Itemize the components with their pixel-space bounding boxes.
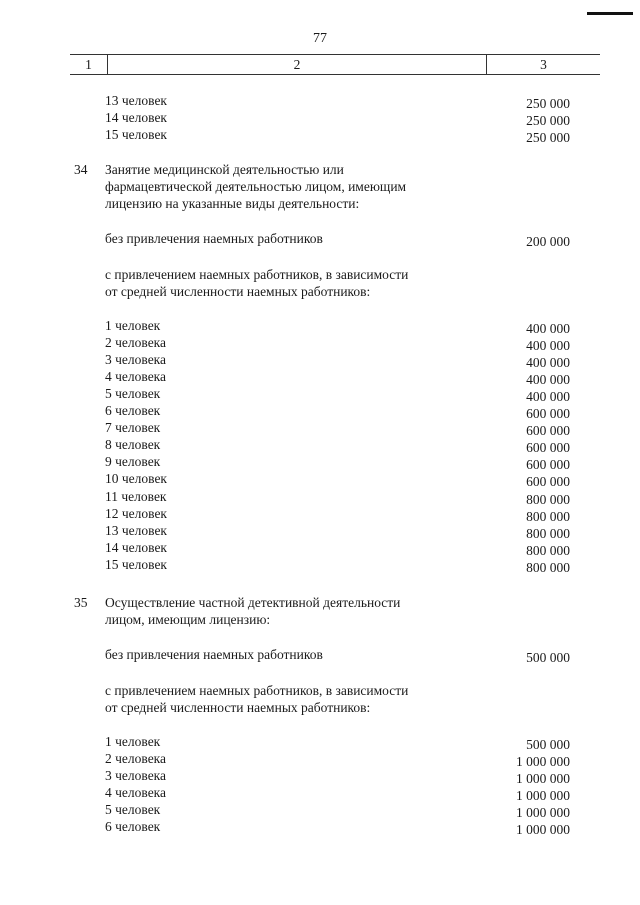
table-row <box>0 556 640 573</box>
section-35-title-line <box>0 611 640 628</box>
row-value: 1 000 000 <box>516 822 570 837</box>
row-label: 15 человек <box>105 557 167 572</box>
row-label: 14 человек <box>105 110 167 125</box>
section-title: Осуществление частной детективной деятельности <box>105 595 401 610</box>
table-row <box>0 733 640 750</box>
table-row <box>0 488 640 505</box>
table-row <box>0 385 640 402</box>
row-label: 5 человек <box>105 802 161 817</box>
section-34-subtitle-line <box>0 266 640 283</box>
table-row <box>0 436 640 453</box>
page-number: 77 <box>313 31 327 46</box>
row-value: 400 000 <box>526 321 570 336</box>
row-value: 800 000 <box>526 560 570 575</box>
table-row <box>0 539 640 556</box>
section-title: Занятие медицинской деятельностью или <box>105 162 344 177</box>
row-label: без привлечения наемных работников <box>105 231 323 246</box>
section-title: лицом, имеющим лицензию: <box>105 612 271 627</box>
table-column-header <box>70 54 600 75</box>
table-row <box>0 230 640 247</box>
row-label: 9 человек <box>105 454 161 469</box>
row-value: 500 000 <box>526 650 570 665</box>
row-label: 4 человека <box>105 785 167 800</box>
row-value: 1 000 000 <box>516 805 570 820</box>
table-row <box>0 109 640 126</box>
row-value: 400 000 <box>526 338 570 353</box>
row-value: 250 000 <box>526 130 570 145</box>
table-row <box>0 522 640 539</box>
row-value: 250 000 <box>526 96 570 111</box>
table-row <box>0 801 640 818</box>
row-label: 2 человека <box>105 335 167 350</box>
table-row <box>0 334 640 351</box>
row-value: 1 000 000 <box>516 754 570 769</box>
corner-mark <box>587 12 633 15</box>
row-label: 1 человек <box>105 734 161 749</box>
table-row <box>0 317 640 334</box>
row-label: 13 человек <box>105 523 167 538</box>
row-value: 1 000 000 <box>516 788 570 803</box>
section-35-title-line <box>0 594 640 611</box>
row-value: 600 000 <box>526 423 570 438</box>
row-value: 250 000 <box>526 113 570 128</box>
table-row <box>0 470 640 487</box>
column-header-2: 2 <box>293 57 301 72</box>
column-header-3: 3 <box>540 57 547 72</box>
table-row <box>0 505 640 522</box>
row-label: 15 человек <box>105 127 167 142</box>
section-number: 35 <box>74 595 88 610</box>
row-label: 13 человек <box>105 93 167 108</box>
row-value: 400 000 <box>526 389 570 404</box>
row-value: 800 000 <box>526 492 570 507</box>
table-row <box>0 818 640 835</box>
table-row <box>0 419 640 436</box>
section-35-subtitle-line <box>0 682 640 699</box>
section-34-subtitle-line <box>0 283 640 300</box>
row-value: 200 000 <box>526 234 570 249</box>
table-row <box>0 92 640 109</box>
row-label: 3 человека <box>105 768 167 783</box>
section-34-title-line <box>0 161 640 178</box>
row-label: 7 человек <box>105 420 161 435</box>
row-value: 600 000 <box>526 406 570 421</box>
row-label: без привлечения наемных работников <box>105 647 323 662</box>
row-label: 1 человек <box>105 318 161 333</box>
subtitle-text: от средней численности наемных работников: <box>105 700 371 715</box>
section-34-title-line <box>0 195 640 212</box>
section-35-subtitle-line <box>0 699 640 716</box>
row-value: 800 000 <box>526 509 570 524</box>
row-value: 800 000 <box>526 526 570 541</box>
row-label: 4 человека <box>105 369 167 384</box>
row-label: 14 человек <box>105 540 167 555</box>
section-title: лицензию на указанные виды деятельности: <box>105 196 360 211</box>
subtitle-text: с привлечением наемных работников, в зависимости <box>105 267 409 282</box>
row-label: 11 человек <box>105 489 167 504</box>
row-value: 1 000 000 <box>516 771 570 786</box>
table-row <box>0 351 640 368</box>
row-label: 6 человек <box>105 403 161 418</box>
row-value: 600 000 <box>526 474 570 489</box>
table-row <box>0 402 640 419</box>
table-row <box>0 453 640 470</box>
row-label: 6 человек <box>105 819 161 834</box>
row-label: 5 человек <box>105 386 161 401</box>
table-row <box>0 784 640 801</box>
column-header-1: 1 <box>85 57 92 72</box>
section-title: фармацевтической деятельностью лицом, имеющим <box>105 179 407 194</box>
subtitle-text: от средней численности наемных работников: <box>105 284 371 299</box>
row-label: 10 человек <box>105 471 167 486</box>
table-row <box>0 767 640 784</box>
row-label: 3 человека <box>105 352 167 367</box>
section-34-title-line <box>0 178 640 195</box>
table-row <box>0 368 640 385</box>
row-value: 600 000 <box>526 440 570 455</box>
row-value: 800 000 <box>526 543 570 558</box>
row-label: 12 человек <box>105 506 167 521</box>
subtitle-text: с привлечением наемных работников, в зависимости <box>105 683 409 698</box>
table-row <box>0 126 640 143</box>
row-value: 400 000 <box>526 355 570 370</box>
table-row <box>0 750 640 767</box>
row-label: 2 человека <box>105 751 167 766</box>
section-number: 34 <box>74 162 88 177</box>
row-value: 600 000 <box>526 457 570 472</box>
row-value: 400 000 <box>526 372 570 387</box>
row-label: 8 человек <box>105 437 161 452</box>
table-row <box>0 646 640 663</box>
row-value: 500 000 <box>526 737 570 752</box>
